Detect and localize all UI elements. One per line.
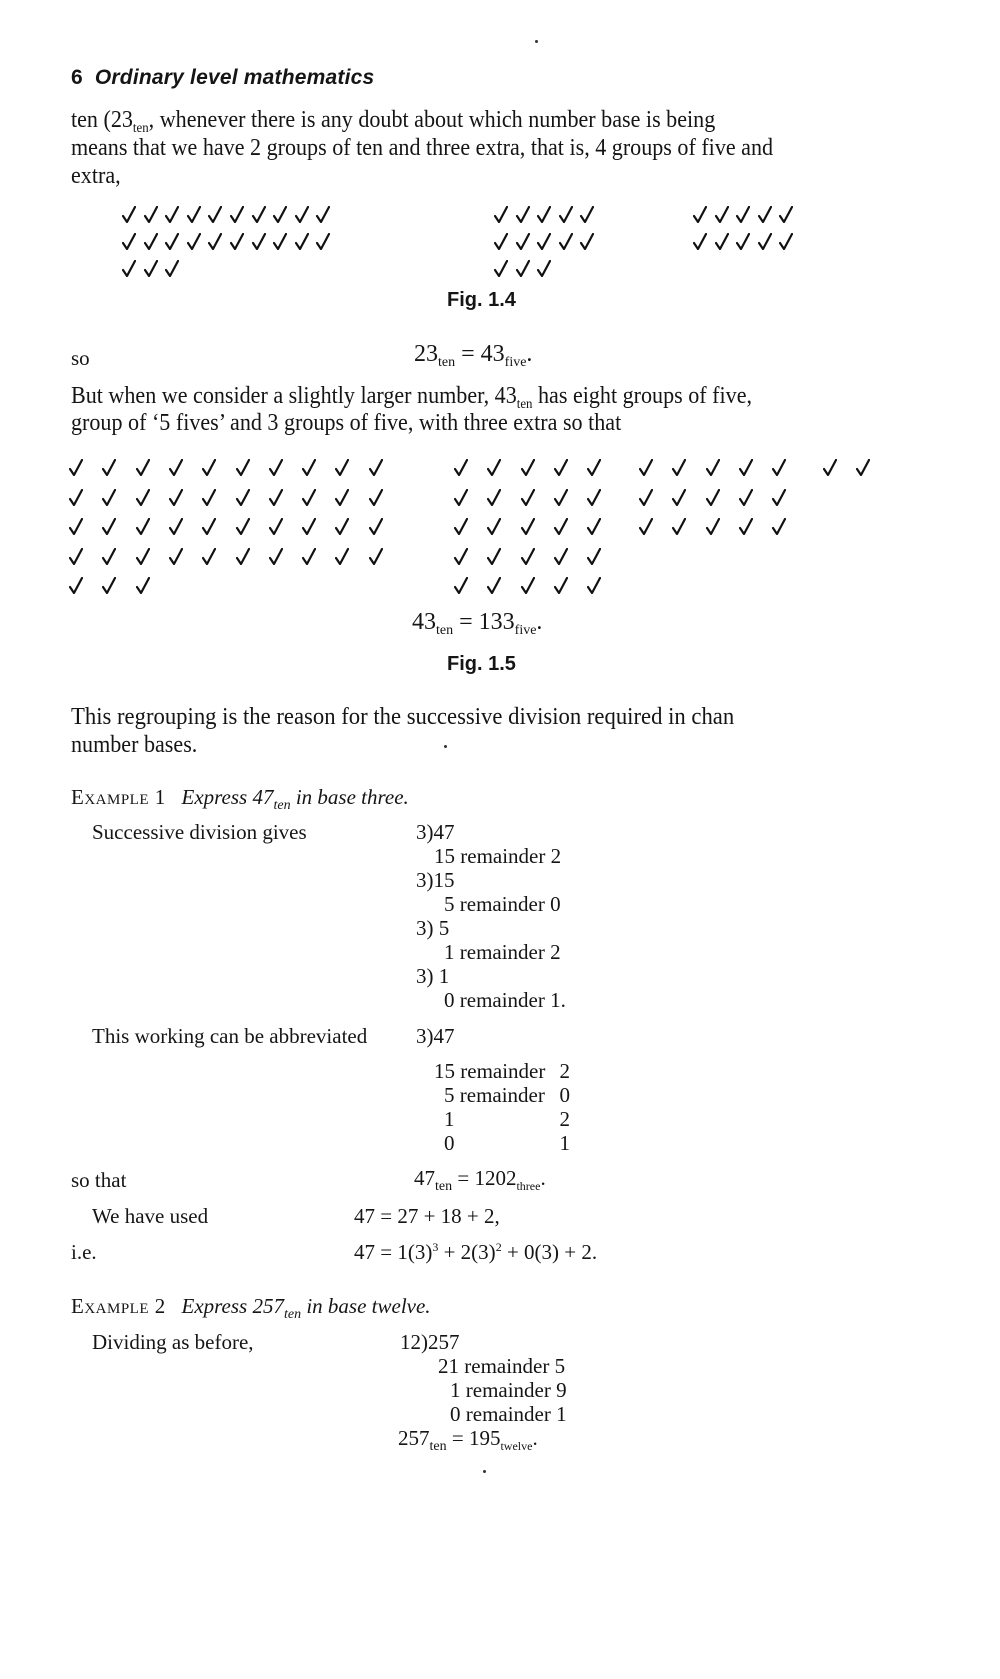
check-mark-icon xyxy=(715,233,729,250)
page-number: 6 xyxy=(71,66,83,89)
check-mark-icon xyxy=(295,206,309,223)
check-mark-icon xyxy=(69,548,83,565)
check-mark-icon xyxy=(269,548,283,565)
text: , whenever there is any doubt about which number base is being xyxy=(148,107,716,133)
check-mark-icon xyxy=(554,548,568,565)
text: has eight groups of five, xyxy=(532,383,753,409)
check-mark-icon xyxy=(736,206,750,223)
check-mark-icon xyxy=(144,206,158,223)
example-label: Example 2 xyxy=(71,1294,166,1318)
check-mark-icon xyxy=(165,206,179,223)
division-step: 1 remainder 2 xyxy=(444,940,561,964)
abbrev-row xyxy=(444,1107,574,1132)
abbrev-row xyxy=(444,1131,574,1156)
check-mark-icon xyxy=(494,233,508,250)
scan-speck xyxy=(444,745,447,748)
check-mark-icon xyxy=(487,577,501,594)
check-mark-icon xyxy=(779,233,793,250)
check-mark-icon xyxy=(208,206,222,223)
so-label: so xyxy=(71,346,90,370)
equation-43-ten xyxy=(412,609,542,636)
check-mark-icon xyxy=(316,233,330,250)
lhs: 43 xyxy=(412,609,436,635)
division-step: 1 remainder 9 xyxy=(450,1378,567,1402)
check-mark-icon xyxy=(758,206,772,223)
check-mark-icon xyxy=(230,206,244,223)
check-mark-icon xyxy=(706,518,720,535)
division-step: 15 remainder 2 xyxy=(434,844,562,868)
check-mark-icon xyxy=(487,459,501,476)
check-mark-icon xyxy=(295,233,309,250)
check-mark-icon xyxy=(537,260,551,277)
check-mark-icon xyxy=(772,459,786,476)
check-mark-icon xyxy=(521,577,535,594)
exponent: 2 xyxy=(495,1240,502,1254)
check-mark-icon xyxy=(69,577,83,594)
check-mark-icon xyxy=(102,518,116,535)
check-mark-icon xyxy=(587,518,601,535)
division-step: 0 remainder 1 xyxy=(450,1402,567,1426)
check-mark-icon xyxy=(521,548,535,565)
check-mark-icon xyxy=(739,489,753,506)
subscript: ten xyxy=(438,355,456,370)
period: . xyxy=(540,1166,546,1190)
check-mark-icon xyxy=(454,518,468,535)
check-mark-icon xyxy=(69,518,83,535)
check-mark-icon xyxy=(454,459,468,476)
subscript: ten xyxy=(436,623,454,638)
check-mark-icon xyxy=(559,206,573,223)
check-mark-icon xyxy=(639,459,653,476)
check-mark-icon xyxy=(269,459,283,476)
check-mark-icon xyxy=(144,233,158,250)
scan-speck xyxy=(535,40,538,43)
check-mark-icon xyxy=(587,548,601,565)
intro-line-2: means that we have 2 groups of ten and three extra, that is, 4 groups of five and xyxy=(71,135,774,161)
check-mark-icon xyxy=(335,518,349,535)
check-mark-icon xyxy=(122,233,136,250)
quotient: 0 xyxy=(444,1131,455,1155)
check-mark-icon xyxy=(516,260,530,277)
subscript: ten xyxy=(283,1307,302,1322)
check-mark-icon xyxy=(369,518,383,535)
check-mark-icon xyxy=(772,518,786,535)
remainder: 1 xyxy=(559,1131,570,1155)
check-mark-icon xyxy=(521,489,535,506)
check-mark-icon xyxy=(487,548,501,565)
example-1-heading xyxy=(71,785,409,813)
subscript: five xyxy=(514,623,537,638)
check-mark-icon xyxy=(273,206,287,223)
equals: = xyxy=(461,341,475,367)
check-mark-icon xyxy=(208,233,222,250)
check-mark-icon xyxy=(269,489,283,506)
check-mark-icon xyxy=(102,548,116,565)
para2-line-2: group of ‘5 fives’ and 3 groups of five, with three extra so that xyxy=(71,410,622,436)
check-mark-icon xyxy=(521,459,535,476)
ie-equation xyxy=(354,1240,597,1265)
dividing-label: Dividing as before, xyxy=(92,1330,254,1354)
equals: = xyxy=(459,609,473,635)
division-step: 3) 5 xyxy=(416,916,450,940)
example-label: Example 1 xyxy=(71,785,166,809)
check-mark-icon xyxy=(639,489,653,506)
quotient: 1 xyxy=(444,1107,455,1131)
intro-line-1 xyxy=(71,106,715,134)
check-mark-icon xyxy=(516,206,530,223)
check-mark-icon xyxy=(136,489,150,506)
check-mark-icon xyxy=(856,459,870,476)
regroup-line-2: number bases. xyxy=(71,732,198,758)
division-step: 5 remainder 0 xyxy=(444,892,561,916)
abbrev-row xyxy=(434,1059,574,1084)
used-equation: 47 = 27 + 18 + 2, xyxy=(354,1204,500,1228)
abbrev-label: This working can be abbreviated xyxy=(92,1024,368,1048)
check-mark-icon xyxy=(69,459,83,476)
subscript: ten xyxy=(435,1179,453,1194)
check-mark-icon xyxy=(122,206,136,223)
prompt: in base three. xyxy=(290,785,409,809)
division-step: 3) 1 xyxy=(416,964,450,988)
check-mark-icon xyxy=(587,459,601,476)
check-mark-icon xyxy=(639,518,653,535)
check-mark-icon xyxy=(136,459,150,476)
check-mark-icon xyxy=(269,518,283,535)
division-step: 0 remainder 1. xyxy=(444,988,566,1012)
check-mark-icon xyxy=(672,459,686,476)
intro-line-3: extra, xyxy=(71,163,121,189)
regroup-line-1: This regrouping is the reason for the successive division required in chan xyxy=(71,704,735,730)
check-mark-icon xyxy=(587,489,601,506)
check-mark-icon xyxy=(715,206,729,223)
exponent: 3 xyxy=(432,1240,439,1254)
check-mark-icon xyxy=(236,548,250,565)
subscript: five xyxy=(504,355,527,370)
check-mark-icon xyxy=(273,233,287,250)
check-mark-icon xyxy=(69,489,83,506)
check-mark-icon xyxy=(672,518,686,535)
check-mark-icon xyxy=(580,206,594,223)
subscript: three xyxy=(516,1179,541,1193)
division-head: 12)257 xyxy=(400,1330,460,1354)
check-mark-icon xyxy=(169,459,183,476)
check-mark-icon xyxy=(487,489,501,506)
check-mark-icon xyxy=(136,518,150,535)
check-mark-icon xyxy=(236,518,250,535)
text: ten (23 xyxy=(71,107,133,133)
remainder: 2 xyxy=(559,1059,570,1083)
period: . xyxy=(532,1426,538,1450)
lhs: 257 xyxy=(398,1426,430,1450)
successive-label: Successive division gives xyxy=(92,820,307,844)
abbrev-row xyxy=(444,1083,574,1108)
check-mark-icon xyxy=(302,548,316,565)
check-mark-icon xyxy=(693,233,707,250)
text: But when we consider a slightly larger number, 43 xyxy=(71,383,517,409)
book-title: Ordinary level mathematics xyxy=(94,66,375,89)
running-header xyxy=(71,66,374,90)
check-mark-icon xyxy=(369,489,383,506)
para2-line-1 xyxy=(71,382,752,410)
prompt: in base twelve. xyxy=(301,1294,431,1318)
check-mark-icon xyxy=(454,548,468,565)
check-mark-icon xyxy=(706,489,720,506)
remainder: 2 xyxy=(559,1107,570,1131)
check-mark-icon xyxy=(169,518,183,535)
check-mark-icon xyxy=(554,489,568,506)
check-mark-icon xyxy=(202,548,216,565)
period: . xyxy=(526,341,533,367)
quotient: 15 remainder xyxy=(434,1059,546,1083)
check-mark-icon xyxy=(302,489,316,506)
check-mark-icon xyxy=(823,459,837,476)
check-mark-icon xyxy=(454,489,468,506)
rhs: 133 xyxy=(478,609,515,635)
so-that-label: so that xyxy=(71,1168,127,1192)
prompt: Express 257 xyxy=(181,1294,284,1318)
check-mark-icon xyxy=(335,548,349,565)
check-mark-icon xyxy=(369,548,383,565)
check-mark-icon xyxy=(772,489,786,506)
check-mark-icon xyxy=(122,260,136,277)
check-mark-icon xyxy=(316,206,330,223)
check-mark-icon xyxy=(587,577,601,594)
check-mark-icon xyxy=(494,206,508,223)
equation-23-ten xyxy=(414,341,532,368)
check-mark-icon xyxy=(537,233,551,250)
check-mark-icon xyxy=(169,548,183,565)
check-mark-icon xyxy=(252,233,266,250)
check-mark-icon xyxy=(758,233,772,250)
check-mark-icon xyxy=(202,489,216,506)
check-mark-icon xyxy=(169,489,183,506)
text: + 2(3) xyxy=(438,1240,496,1264)
check-mark-icon xyxy=(102,459,116,476)
lhs: 47 xyxy=(414,1166,435,1190)
rhs: 43 xyxy=(480,341,505,367)
division-step: 3)47 xyxy=(416,820,455,844)
check-mark-icon xyxy=(672,489,686,506)
check-mark-icon xyxy=(487,518,501,535)
check-mark-icon xyxy=(554,459,568,476)
period: . xyxy=(536,609,543,635)
check-mark-icon xyxy=(335,489,349,506)
subscript: ten xyxy=(273,798,291,813)
equals: = xyxy=(457,1166,470,1190)
prompt: Express 47 xyxy=(181,785,274,809)
text: 47 = 1(3) xyxy=(354,1240,433,1264)
check-mark-icon xyxy=(136,548,150,565)
check-mark-icon xyxy=(516,233,530,250)
check-mark-icon xyxy=(494,260,508,277)
equation-47-ten xyxy=(414,1166,546,1194)
check-mark-icon xyxy=(144,260,158,277)
check-mark-icon xyxy=(102,577,116,594)
check-mark-icon xyxy=(736,233,750,250)
check-mark-icon xyxy=(521,518,535,535)
example-2-heading xyxy=(71,1294,431,1322)
equals: = xyxy=(451,1426,464,1450)
subscript: ten xyxy=(516,397,533,412)
check-mark-icon xyxy=(537,206,551,223)
abbrev-head: 3)47 xyxy=(416,1024,455,1048)
check-mark-icon xyxy=(236,489,250,506)
check-mark-icon xyxy=(554,577,568,594)
check-mark-icon xyxy=(252,206,266,223)
check-mark-icon xyxy=(335,459,349,476)
division-step: 21 remainder 5 xyxy=(438,1354,566,1378)
subscript: twelve xyxy=(500,1439,533,1453)
used-label: We have used xyxy=(92,1204,209,1228)
check-mark-icon xyxy=(136,577,150,594)
check-mark-icon xyxy=(302,459,316,476)
rhs: 195 xyxy=(468,1426,501,1450)
rhs: 1202 xyxy=(474,1166,517,1190)
check-mark-icon xyxy=(739,459,753,476)
check-mark-icon xyxy=(554,518,568,535)
check-mark-icon xyxy=(165,233,179,250)
check-mark-icon xyxy=(187,233,201,250)
check-mark-icon xyxy=(202,518,216,535)
quotient: 5 remainder xyxy=(444,1083,545,1107)
check-mark-icon xyxy=(580,233,594,250)
check-mark-icon xyxy=(369,459,383,476)
check-mark-icon xyxy=(236,459,250,476)
ie-label: i.e. xyxy=(71,1240,97,1264)
check-mark-icon xyxy=(454,577,468,594)
figure-1-4-caption: Fig. 1.4 xyxy=(447,289,516,311)
check-mark-icon xyxy=(559,233,573,250)
check-mark-icon xyxy=(693,206,707,223)
check-mark-icon xyxy=(187,206,201,223)
division-step: 3)15 xyxy=(416,868,455,892)
check-mark-icon xyxy=(102,489,116,506)
lhs: 23 xyxy=(414,341,438,367)
check-mark-icon xyxy=(165,260,179,277)
check-mark-icon xyxy=(779,206,793,223)
subscript: ten xyxy=(132,121,149,136)
check-mark-icon xyxy=(230,233,244,250)
equation-257-ten xyxy=(398,1426,538,1454)
check-mark-icon xyxy=(202,459,216,476)
check-mark-icon xyxy=(706,459,720,476)
scan-speck xyxy=(483,1470,486,1473)
check-mark-icon xyxy=(739,518,753,535)
text: + 0(3) + 2. xyxy=(501,1240,598,1264)
subscript: ten xyxy=(429,1439,447,1454)
figure-1-5-caption: Fig. 1.5 xyxy=(447,653,516,675)
remainder: 0 xyxy=(559,1083,570,1107)
check-mark-icon xyxy=(302,518,316,535)
